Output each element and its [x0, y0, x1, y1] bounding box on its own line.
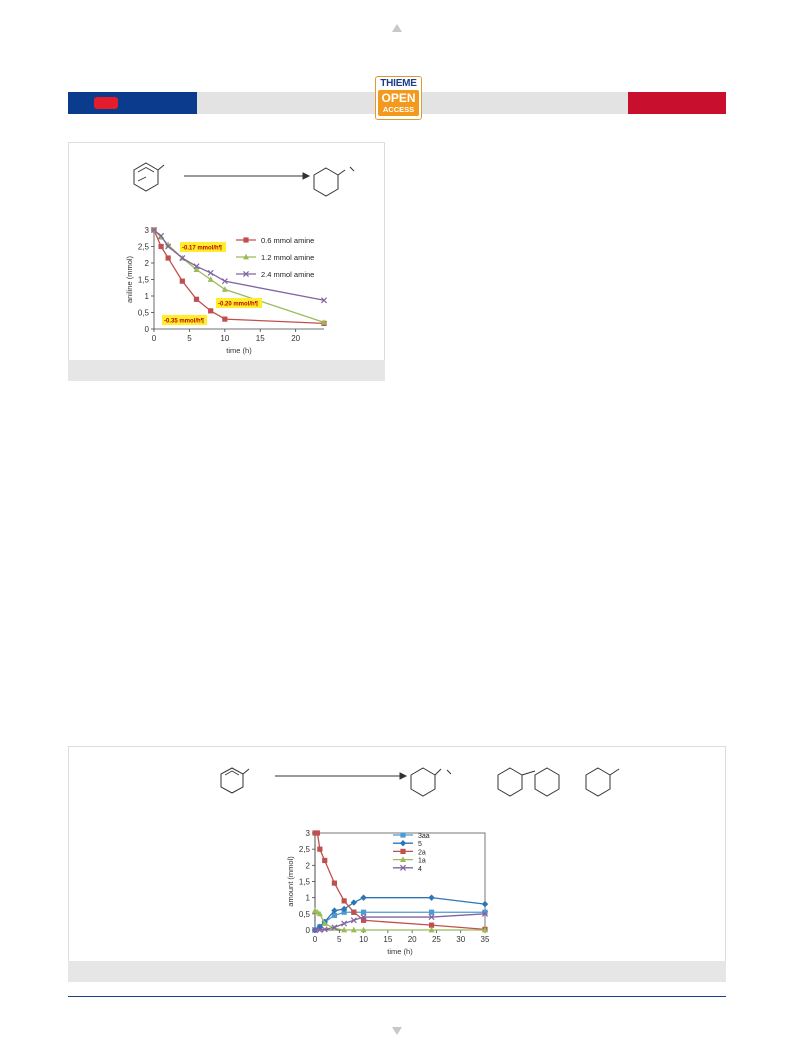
figure-2-graphic [69, 747, 727, 983]
legend-label: 2.4 mmol amine [261, 270, 315, 279]
footer-rule [68, 996, 726, 997]
x-tick-label: 0 [312, 935, 318, 944]
legend-item [393, 840, 422, 848]
figure-1 [68, 142, 385, 381]
x-tick-label: 15 [255, 334, 265, 343]
legend-item [236, 270, 314, 279]
legend-marker [243, 237, 248, 242]
y-tick-label: 1 [144, 292, 149, 301]
y-tick-label: 3 [305, 829, 310, 838]
x-tick-label: 5 [187, 334, 192, 343]
y-tick-label: 2,5 [298, 845, 310, 855]
data-point [194, 297, 199, 302]
x-tick-label: 0 [151, 334, 157, 343]
data-point [429, 910, 434, 915]
legend-label: 3aa [418, 833, 430, 840]
header-band-blue [68, 92, 197, 114]
data-point [158, 244, 163, 249]
cyclohexane-ring-icon [411, 768, 435, 796]
x-tick-label: 5 [337, 935, 342, 944]
x-tick-label: 15 [383, 935, 393, 944]
cyclohexane-ring-icon [498, 768, 522, 796]
legend-item [236, 253, 314, 262]
figure-1-graphic [69, 143, 386, 382]
data-point [208, 276, 214, 282]
x-tick-label: 10 [359, 935, 369, 944]
legend-item [393, 849, 426, 857]
x-tick-label: 25 [431, 935, 441, 944]
y-tick-label: 0,5 [298, 909, 310, 919]
scheme-1 [134, 163, 354, 196]
cyclohexane-ring-icon [586, 768, 610, 796]
y-tick-label: 2 [305, 861, 310, 871]
data-point [222, 317, 227, 322]
page-down-arrow-icon[interactable] [392, 1027, 402, 1035]
legend-label: 1a [418, 857, 426, 865]
legend-label: 2a [418, 849, 426, 857]
legend-label: 5 [418, 841, 422, 849]
x-axis-label: time (h) [387, 947, 413, 956]
x-tick-label: 10 [220, 334, 230, 343]
rate-annotation: -0.20 mmol/h¶ [218, 301, 259, 308]
data-point [315, 830, 320, 835]
legend-marker [400, 832, 405, 837]
y-tick-label: 0 [144, 325, 149, 334]
data-point [428, 894, 434, 900]
data-point [342, 898, 347, 903]
data-point [351, 910, 356, 915]
data-point [332, 881, 337, 886]
y-tick-label: 1,5 [137, 275, 149, 285]
y-tick-label: 0,5 [137, 308, 149, 318]
chart-1 [125, 226, 327, 355]
y-axis-label: amount (mmol) [286, 856, 295, 907]
y-tick-label: 2,5 [137, 242, 149, 252]
legend-label: 4 [418, 865, 422, 873]
figure-2 [68, 746, 726, 982]
legend-item [393, 832, 430, 840]
cyclohexane-ring-icon [314, 168, 338, 196]
y-tick-label: 1,5 [298, 877, 310, 887]
y-tick-label: 2 [144, 259, 149, 268]
data-point [482, 901, 488, 907]
x-tick-label: 20 [407, 935, 417, 944]
data-point [360, 894, 366, 900]
legend-item [236, 236, 314, 245]
x-tick-label: 20 [291, 334, 301, 343]
data-point [322, 858, 327, 863]
y-tick-label: 1 [305, 893, 310, 903]
thieme-open-access-logo [375, 76, 422, 120]
data-point [166, 255, 171, 260]
logo-box [378, 90, 419, 116]
legend-label: 1.2 mmol amine [261, 253, 315, 262]
figure-2-caption [68, 961, 726, 982]
rate-annotation: -0.35 mmol/h¶ [164, 318, 205, 325]
rate-annotation: -0.17 mmol/h¶ [182, 245, 223, 252]
cyclohexane-ring-icon [535, 768, 559, 796]
data-point [208, 270, 213, 275]
y-tick-label: 0 [305, 926, 310, 935]
data-point [361, 910, 366, 915]
y-tick-label: 3 [144, 226, 149, 235]
x-tick-label: 35 [480, 935, 490, 944]
data-point [180, 279, 185, 284]
legend-marker [400, 849, 405, 854]
series-1a [312, 907, 488, 932]
logo-line2: OPEN [381, 91, 416, 105]
logo-line1: THIEME [380, 78, 417, 89]
chart-2 [286, 829, 490, 956]
x-axis-label: time (h) [226, 346, 252, 355]
data-point [208, 308, 213, 313]
header-band-red [628, 92, 726, 114]
legend-marker [400, 840, 406, 846]
legend-item [393, 865, 422, 873]
figure-1-caption [68, 360, 385, 381]
benzene-ring-icon [221, 768, 243, 793]
scheme-2 [221, 768, 619, 796]
page-up-arrow-icon[interactable] [392, 24, 402, 32]
x-tick-label: 30 [456, 935, 466, 944]
y-axis-label: aniline (mmol) [125, 255, 134, 304]
header-badge [94, 97, 118, 109]
logo-line3: ACCESS [382, 105, 415, 114]
data-point [317, 847, 322, 852]
data-point [222, 286, 228, 292]
legend-label: 0.6 mmol amine [261, 236, 315, 245]
legend-item [393, 856, 426, 864]
